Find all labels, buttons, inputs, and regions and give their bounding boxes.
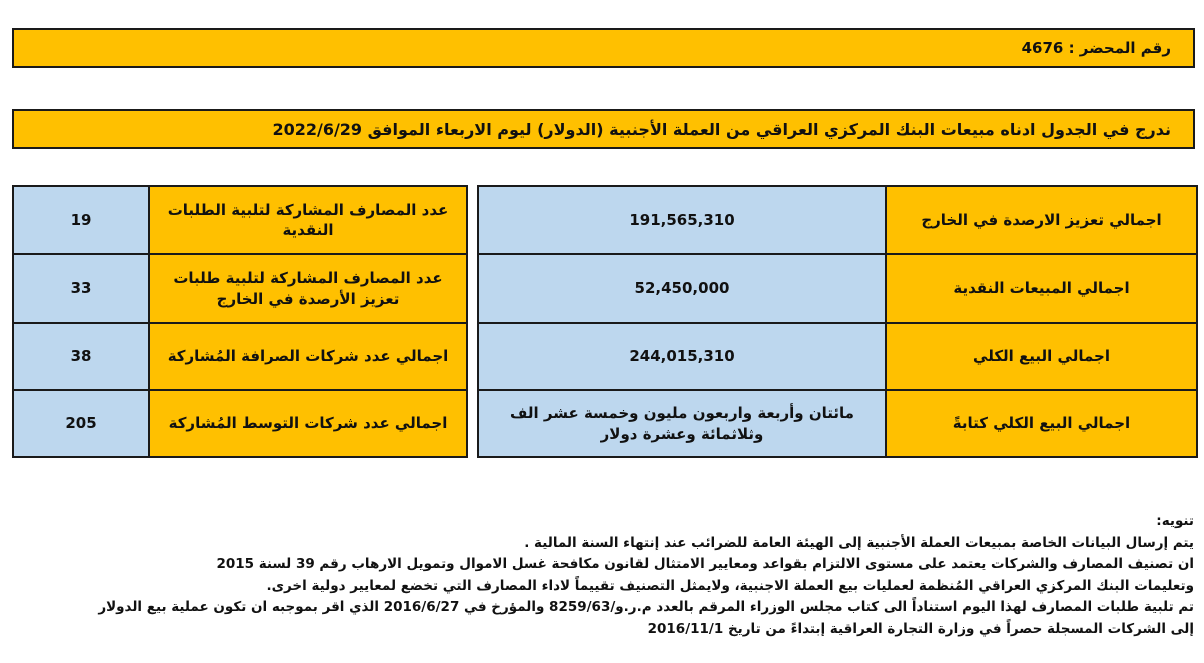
table-value: 244,015,310 bbox=[478, 323, 886, 390]
table-row bbox=[478, 390, 1197, 457]
table-label: اجمالي المبيعات النقدية bbox=[886, 254, 1197, 323]
table-value: 38 bbox=[13, 323, 149, 390]
table-label: اجمالي عدد شركات التوسط المُشاركة bbox=[149, 390, 467, 457]
table-value: 205 bbox=[13, 390, 149, 457]
notice-line: إلى الشركات المسجلة حصراً في وزارة التجارة العراقية إبتداءً من تاريخ 2016/11/1 bbox=[647, 620, 1194, 637]
headline-text: ندرج في الجدول ادناه مبيعات البنك المركزي العراقي من العملة الأجنبية (الدولار) ليوم الاربعاء الموافق 2022/6/29 bbox=[272, 119, 1171, 139]
session-number: رقم المحضر : 4676 bbox=[1021, 39, 1171, 57]
notice-section bbox=[14, 511, 1194, 640]
table-value: 19 bbox=[13, 186, 149, 254]
table-label: اجمالي البيع الكلي bbox=[886, 323, 1197, 390]
table-value: 33 bbox=[13, 254, 149, 323]
participants-table bbox=[12, 185, 468, 458]
notice-line: تم تلبية طلبات المصارف لهذا اليوم استناداً الى كتاب مجلس الوزراء المرقم بالعدد م.ر.و/8259/63 والمؤرخ في 2016/6/27 الذي اقر بموجبه ان تكون عملية بيع الدولار bbox=[98, 599, 1194, 615]
table-label: اجمالي عدد شركات الصرافة المُشاركة bbox=[149, 323, 467, 390]
table-label: اجمالي البيع الكلي كتابةً bbox=[886, 390, 1197, 457]
table-value: مائتان وأربعة واربعون مليون وخمسة عشر الف وثلاثمائة وعشرة دولار bbox=[478, 390, 886, 457]
session-number-bar bbox=[12, 28, 1195, 68]
notice-line: يتم إرسال البيانات الخاصة بمبيعات العملة الأجنبية إلى الهيئة العامة للضرائب عند إنتهاء السنة المالية . bbox=[524, 534, 1194, 551]
notice-line: وتعليمات البنك المركزي العراقي المُنظمة لعمليات بيع العملة الاجنبية، ولايمثل التصنيف تقييماً لاداء المصارف التي تخضع لمعايير دولية اخرى. bbox=[266, 577, 1194, 594]
table-label: عدد المصارف المشاركة لتلبية طلبات تعزيز الأرصدة في الخارج bbox=[149, 254, 467, 323]
table-label: عدد المصارف المشاركة لتلبية الطلبات النقدية bbox=[149, 186, 467, 254]
table-row bbox=[13, 390, 467, 457]
table-row bbox=[478, 323, 1197, 390]
table-value: 52,450,000 bbox=[478, 254, 886, 323]
table-row bbox=[13, 186, 467, 254]
notice-title: تنويه: bbox=[1156, 513, 1194, 529]
sales-totals-table bbox=[477, 185, 1198, 458]
table-row bbox=[478, 186, 1197, 254]
headline-bar bbox=[12, 109, 1195, 149]
table-row bbox=[478, 254, 1197, 323]
table-row bbox=[13, 323, 467, 390]
table-label: اجمالي تعزيز الارصدة في الخارج bbox=[886, 186, 1197, 254]
table-row bbox=[13, 254, 467, 323]
notice-line: ان تصنيف المصارف والشركات يعتمد على مستوى الالتزام بقواعد ومعايير الامتثال لقانون مكافحة غسل الاموال وتمويل الارهاب رقم 39 لسنة 2015 bbox=[216, 556, 1194, 572]
table-value: 191,565,310 bbox=[478, 186, 886, 254]
